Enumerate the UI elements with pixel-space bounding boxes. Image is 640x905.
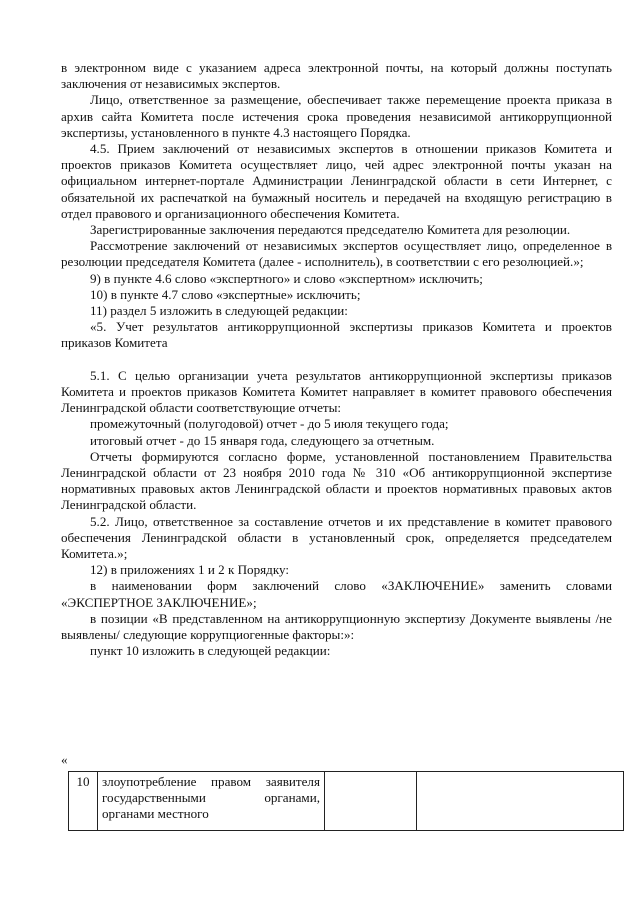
- paragraph: Рассмотрение заключений от независимых экспертов осуществляет лицо, определенное в резолюции председателя Комитета (далее - исполнитель), в соответствии с его резолюцией.»;: [61, 238, 612, 270]
- table-row: [69, 772, 624, 831]
- table-cell-empty: [417, 772, 624, 831]
- paragraph: Лицо, ответственное за размещение, обеспечивает также перемещение проекта приказа в архив сайта Комитета после истечения срока проведения независимой антикоррупционной экспертизы, установленного в пункте 4.3 настоящего Порядка.: [61, 92, 612, 140]
- table-cell-text: злоупотребление правом заявителя государственными органами, органами местного: [98, 772, 325, 831]
- list-item: 9) в пункте 4.6 слово «экспертного» и слово «экспертном» исключить;: [90, 270, 483, 286]
- paragraph: 5.2. Лицо, ответственное за составление отчетов и их представление в комитет правового обеспечения Ленинградской области в установленный срок, определяется председателем Комитета.»;: [61, 513, 612, 562]
- paragraph: в наименовании форм заключений слово «ЗАКЛЮЧЕНИЕ» заменить словами «ЭКСПЕРТНОЕ ЗАКЛЮЧЕНИЕ»;: [61, 578, 612, 610]
- paragraph: пункт 10 изложить в следующей редакции:: [90, 643, 331, 659]
- table-cell-number: 10: [69, 772, 98, 831]
- paragraph: Отчеты формируются согласно форме, установленной постановлением Правительства Ленинградской области от 23 ноября 2010 года № 310 «Об антикоррупционной экспертизе нормативных правовых актов Ленинградской области и проектов нормативных правовых актов Ленинградской области.: [61, 448, 612, 513]
- list-item: 11) раздел 5 изложить в следующей редакции:: [90, 303, 348, 319]
- paragraph: 5.1. С целью организации учета результатов антикоррупционной экспертизы приказов Комитета и проектов приказов Комитета Комитет направляет в комитет правового обеспечения Ленинградской области соответствующие отчеты:: [61, 367, 612, 416]
- paragraph: в электронном виде с указанием адреса электронной почты, на который должны поступать заключения от независимых экспертов.: [61, 60, 612, 92]
- paragraph: 4.5. Прием заключений от независимых экспертов в отношении приказов Комитета и проектов приказов Комитета осуществляет лицо, чей адрес электронной почты указан на официальном интернет-портале Администрации Ленинградской области в сети Интернет, с обязательной их распечаткой на бумажный носитель и передачей на входящую регистрацию в отдел правового и организационного обеспечения Комитета.: [61, 141, 612, 221]
- paragraph: промежуточный (полугодовой) отчет - до 5 июля текущего года;: [90, 416, 449, 432]
- document-text: [61, 60, 612, 660]
- paragraph: Зарегистрированные заключения передаются председателю Комитета для резолюции.: [90, 222, 571, 238]
- section-heading: «5. Учет результатов антикоррупционной экспертизы приказов Комитета и проектов приказов Комитета: [61, 319, 612, 351]
- list-item: 10) в пункте 4.7 слово «экспертные» исключить;: [90, 286, 361, 302]
- paragraph: итоговый отчет - до 15 января года, следующего за отчетным.: [90, 432, 435, 448]
- blank-line: [61, 352, 612, 368]
- paragraph: в позиции «В представленном на антикоррупционную экспертизу Документе выявлены /не выявлены/ следующие коррупциогенные факторы:»:: [61, 610, 612, 643]
- opening-quote: «: [61, 752, 68, 767]
- list-item: 12) в приложениях 1 и 2 к Порядку:: [90, 562, 290, 578]
- table-cell-empty: [325, 772, 417, 831]
- factors-table: [68, 771, 624, 831]
